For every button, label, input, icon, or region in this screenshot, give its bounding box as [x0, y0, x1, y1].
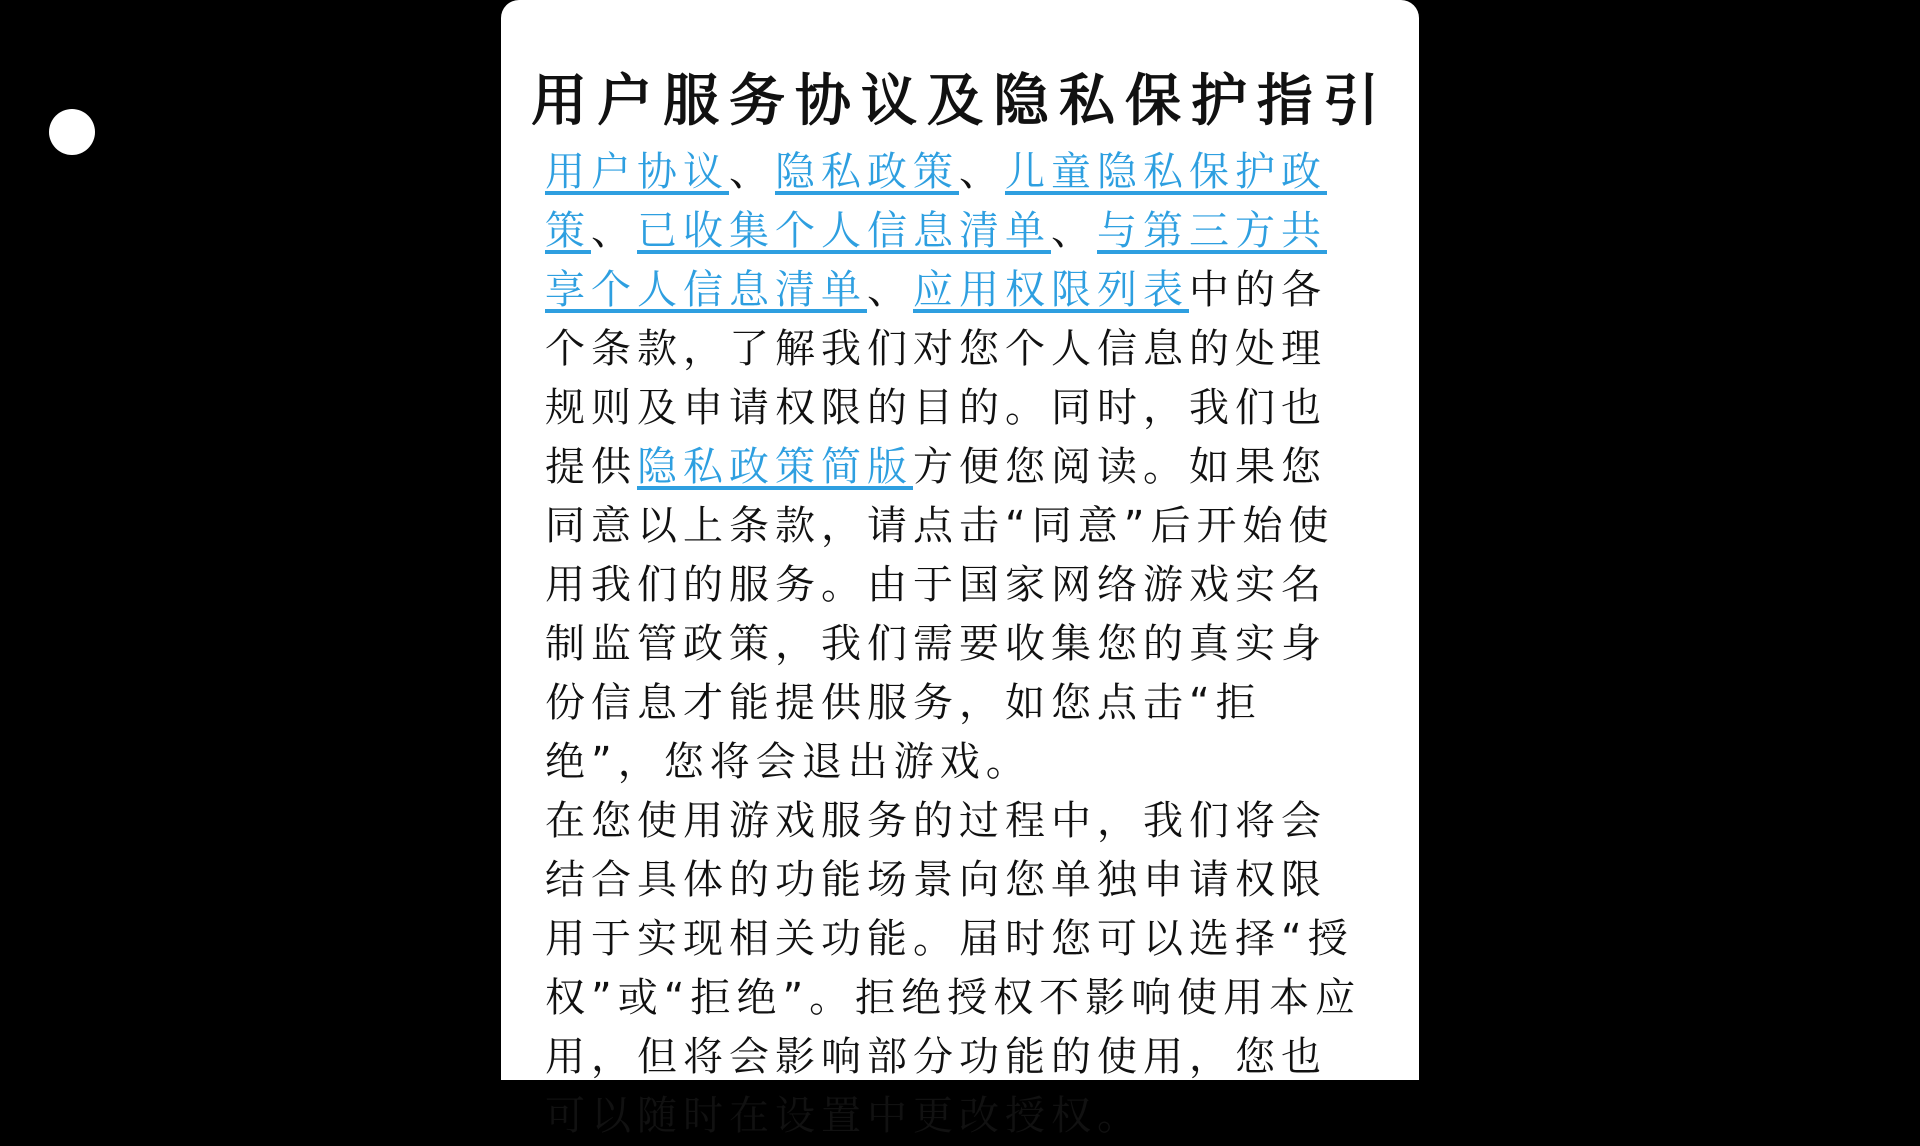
body-text: 中的各个条款，了解我们对您个人信息的处理规则及申请权限的目的。同时，我们也提供: [545, 267, 1327, 490]
app-permissions-list-link[interactable]: 应用权限列表: [913, 267, 1189, 313]
agreement-scroll-area[interactable]: [545, 149, 1381, 1139]
agreement-paragraph-2: 在您使用游戏服务的过程中，我们将会结合具体的功能场景向您单独申请权限用于实现相关功能。届时您可以选择“授权”或“拒绝”。拒绝授权不影响使用本应用，但将会影响部分功能的使用，您也可以随时在设置中更改授权。: [545, 798, 1362, 1139]
separator: 、: [867, 267, 913, 313]
user-agreement-link[interactable]: 用户协议: [545, 149, 729, 195]
separator: 、: [1051, 208, 1097, 254]
third-party-sharing-list-link[interactable]: 与第三方共享个人信息清单: [545, 208, 1327, 313]
separator: 、: [959, 149, 1005, 195]
children-privacy-policy-link[interactable]: 儿童隐私保护政策: [545, 149, 1327, 254]
body-text: 方便您阅读。如果您同意以上条款，请点击“同意”后开始使用我们的服务。由于国家网络游戏实名制监管政策，我们需要收集您的真实身份信息才能提供服务，如您点击“拒绝”，您将会退出游戏。: [545, 444, 1335, 785]
agreement-paragraph-1: [545, 143, 1365, 792]
dialog-title: 用户服务协议及隐私保护指引: [531, 69, 1389, 134]
separator: 、: [729, 149, 775, 195]
privacy-policy-brief-link[interactable]: 隐私政策简版: [637, 444, 913, 490]
floating-assistive-button[interactable]: [49, 109, 95, 155]
agreement-dialog: [501, 0, 1419, 1139]
collected-info-list-link[interactable]: 已收集个人信息清单: [637, 208, 1051, 254]
privacy-policy-link[interactable]: 隐私政策: [775, 149, 959, 195]
separator: 、: [591, 208, 637, 254]
agreement-text: [545, 143, 1365, 1146]
